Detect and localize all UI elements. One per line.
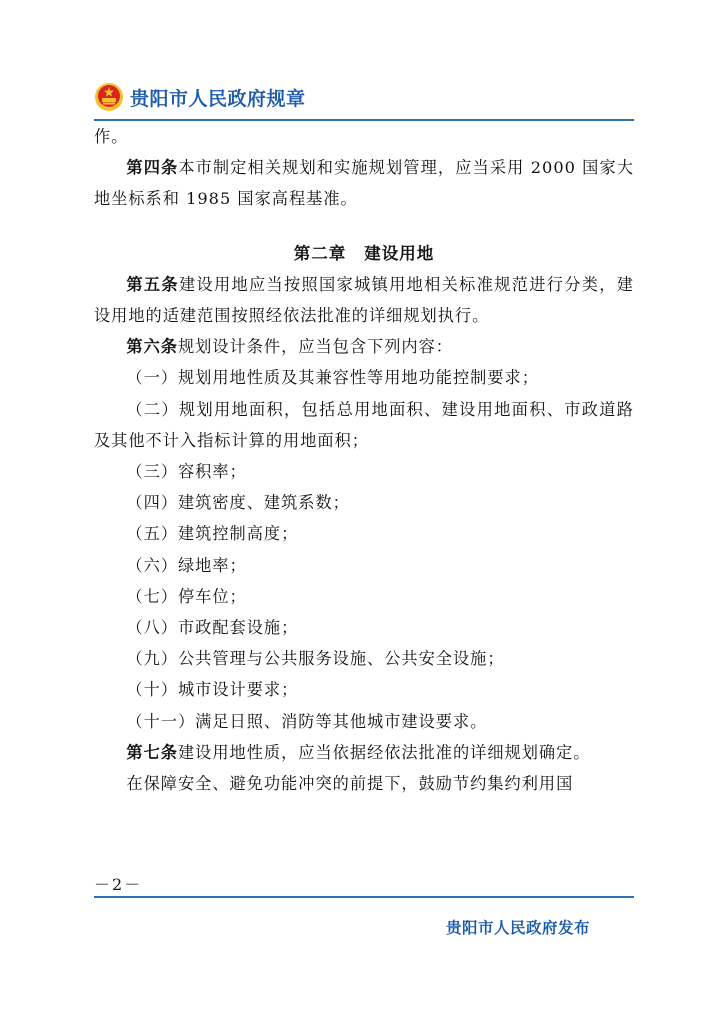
chapter-number: 第二章 [293,243,347,263]
header-title: 贵阳市人民政府规章 [130,88,306,110]
paragraph-last: 在保障安全、避免功能冲突的前提下，鼓励节约集约利用国 [126,774,574,794]
list-item: （六）绿地率； [126,555,247,575]
list-item: （九）公共管理与公共服务设施、公共安全设施； [126,649,505,669]
national-emblem-icon [94,82,124,112]
list-item: （十）城市设计要求； [126,680,299,700]
article-text: 本市制定相关规划和实施规划管理，应当采用 2000 国家大地坐标系和 1985 国家高程基准。 [94,158,634,209]
article-label: 第七条 [126,742,178,762]
article-6 [94,331,634,362]
list-item: （四）建筑密度、建筑系数； [126,493,350,513]
article-4 [94,152,634,214]
article-5 [94,269,634,331]
article-label: 第六条 [126,337,178,357]
footer-rule [94,896,634,898]
list-item: （二）规划用地面积，包括总用地面积、建设用地面积、市政道路及其他不计入指标计算的用地面积； [94,399,634,450]
footer-publisher: 贵阳市人民政府发布 [445,919,590,937]
article-label: 第四条 [126,158,179,178]
article-7 [94,737,634,768]
list-item: （七）停车位； [126,586,247,606]
list-item: （一）规划用地性质及其兼容性等用地功能控制要求； [126,368,539,388]
chapter-title: 建设用地 [364,243,435,263]
list-item: （十一）满足日照、消防等其他城市建设要求。 [126,711,488,731]
list-item: （五）建筑控制高度； [126,524,299,544]
page-number: －2－ [94,875,143,894]
page-header [94,80,634,120]
article-text: 建设用地应当按照国家城镇用地相关标准规范进行分类，建设用地的适建范围按照经依法批准的详细规划执行。 [94,274,634,326]
chapter-heading [94,238,634,269]
article-text: 规划设计条件，应当包含下列内容： [177,337,453,357]
document-body [94,121,634,799]
line-continuation: 作。 [94,127,129,146]
article-label: 第五条 [126,274,179,294]
list-item: （三）容积率； [126,462,247,482]
article-text: 建设用地性质，应当依据经依法批准的详细规划确定。 [177,742,591,762]
list-item: （八）市政配套设施； [126,618,299,638]
